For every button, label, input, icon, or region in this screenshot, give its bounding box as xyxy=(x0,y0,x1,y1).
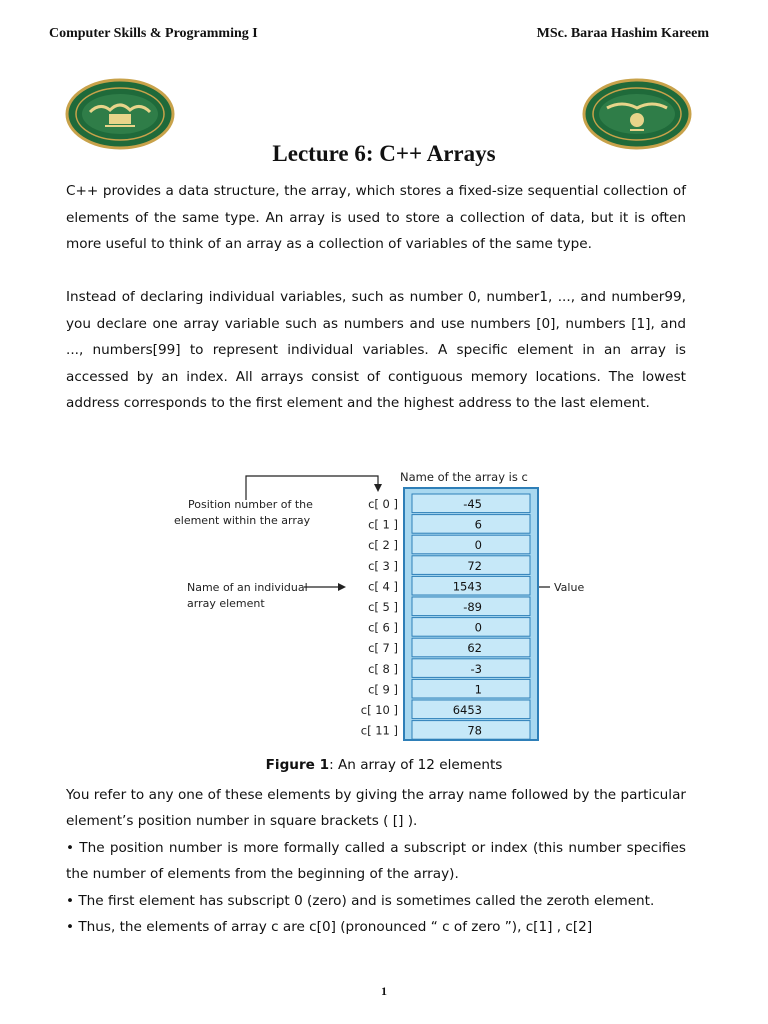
array-cell-value: 0 xyxy=(474,620,482,635)
array-cell-value: -45 xyxy=(463,497,482,511)
array-index-label: c[ 0 ] xyxy=(368,497,398,511)
array-cell-value: 1 xyxy=(474,682,482,697)
university-logo-left xyxy=(65,78,175,150)
array-cell xyxy=(412,679,530,698)
array-cell xyxy=(412,515,530,534)
figure-caption-label: Figure 1 xyxy=(265,757,330,773)
element-label-line2: array element xyxy=(187,597,265,610)
figure-caption xyxy=(0,757,768,773)
bullet-elements-of-c: • Thus, the elements of array c are c[0] (pronounced “ c of zero ”), c[1] , c[2] xyxy=(66,919,593,936)
text-line-refer: You refer to any one of these elements by giving the array name followed by the particular element’s position number in square brackets ( [] ). xyxy=(66,787,686,830)
bullet-first-element: • The first element has subscript 0 (zero) and is sometimes called the zeroth element. xyxy=(66,892,655,909)
array-cell-value: 62 xyxy=(467,641,482,656)
array-index-label: c[ 6 ] xyxy=(368,620,398,635)
element-label-line1: Name of an individual xyxy=(187,581,308,594)
array-index-label: c[ 8 ] xyxy=(368,661,398,676)
array-index-label: c[ 9 ] xyxy=(368,682,398,697)
array-cell-value: 72 xyxy=(467,558,482,573)
header-course-title: Computer Skills & Programming I xyxy=(49,26,258,41)
array-cell xyxy=(412,535,530,554)
array-cell xyxy=(412,618,530,637)
declaration-paragraph: Instead of declaring individual variables, such as number 0, number1, ..., and number99, you declare one array variable such as numbers and use numbers [0], numbers [1], and ..., numbers[99] to represent individual variables. A specific element in an array is accessed by an index. All arrays consist of contiguous memory locations. The lowest address corresponds to the first element and the highest address to the last element. xyxy=(66,289,686,412)
array-cell-value: 6 xyxy=(474,517,482,532)
array-cell-value: 6453 xyxy=(452,703,482,717)
position-label-line2: element within the array xyxy=(174,514,311,527)
array-index-label: c[ 4 ] xyxy=(368,579,398,594)
header-author: MSc. Baraa Hashim Kareem xyxy=(536,26,709,41)
page-title: Lecture 6: C++ Arrays xyxy=(272,141,496,166)
array-diagram xyxy=(160,462,585,752)
array-index-label: c[ 7 ] xyxy=(368,641,398,656)
array-cell-value: 1543 xyxy=(452,579,482,594)
value-label: Value xyxy=(554,581,585,594)
array-name-label: Name of the array is c xyxy=(400,470,528,484)
array-index-label: c[ 5 ] xyxy=(368,600,398,614)
university-logo-right xyxy=(582,78,692,150)
array-cell-value: 0 xyxy=(474,538,482,553)
intro-paragraph: C++ provides a data structure, the array, which stores a fixed-size sequential collection of elements of the same type. An array is used to store a collection of data, but it is often more useful to think of an array as a collection of variables of the same type. xyxy=(66,183,686,253)
page-number: 1 xyxy=(381,984,387,998)
subscript-explanation xyxy=(66,782,686,940)
array-cell-value: -3 xyxy=(470,661,482,676)
position-label-line1: Position number of the xyxy=(188,498,313,511)
array-index-label: c[ 10 ] xyxy=(360,703,398,717)
array-index-label: c[ 11 ] xyxy=(360,723,398,738)
array-cell-value: 78 xyxy=(467,723,482,738)
figure-caption-text: : An array of 12 elements xyxy=(329,757,503,773)
bullet-position-number: • The position number is more formally called a subscript or index (this number specifies the number of elements from the beginning of the array). xyxy=(66,839,686,883)
array-index-label: c[ 2 ] xyxy=(368,538,398,553)
array-cell-value: -89 xyxy=(463,600,482,614)
array-name-pointer xyxy=(246,476,378,500)
array-index-label: c[ 3 ] xyxy=(368,558,398,573)
array-index-label: c[ 1 ] xyxy=(368,517,398,532)
